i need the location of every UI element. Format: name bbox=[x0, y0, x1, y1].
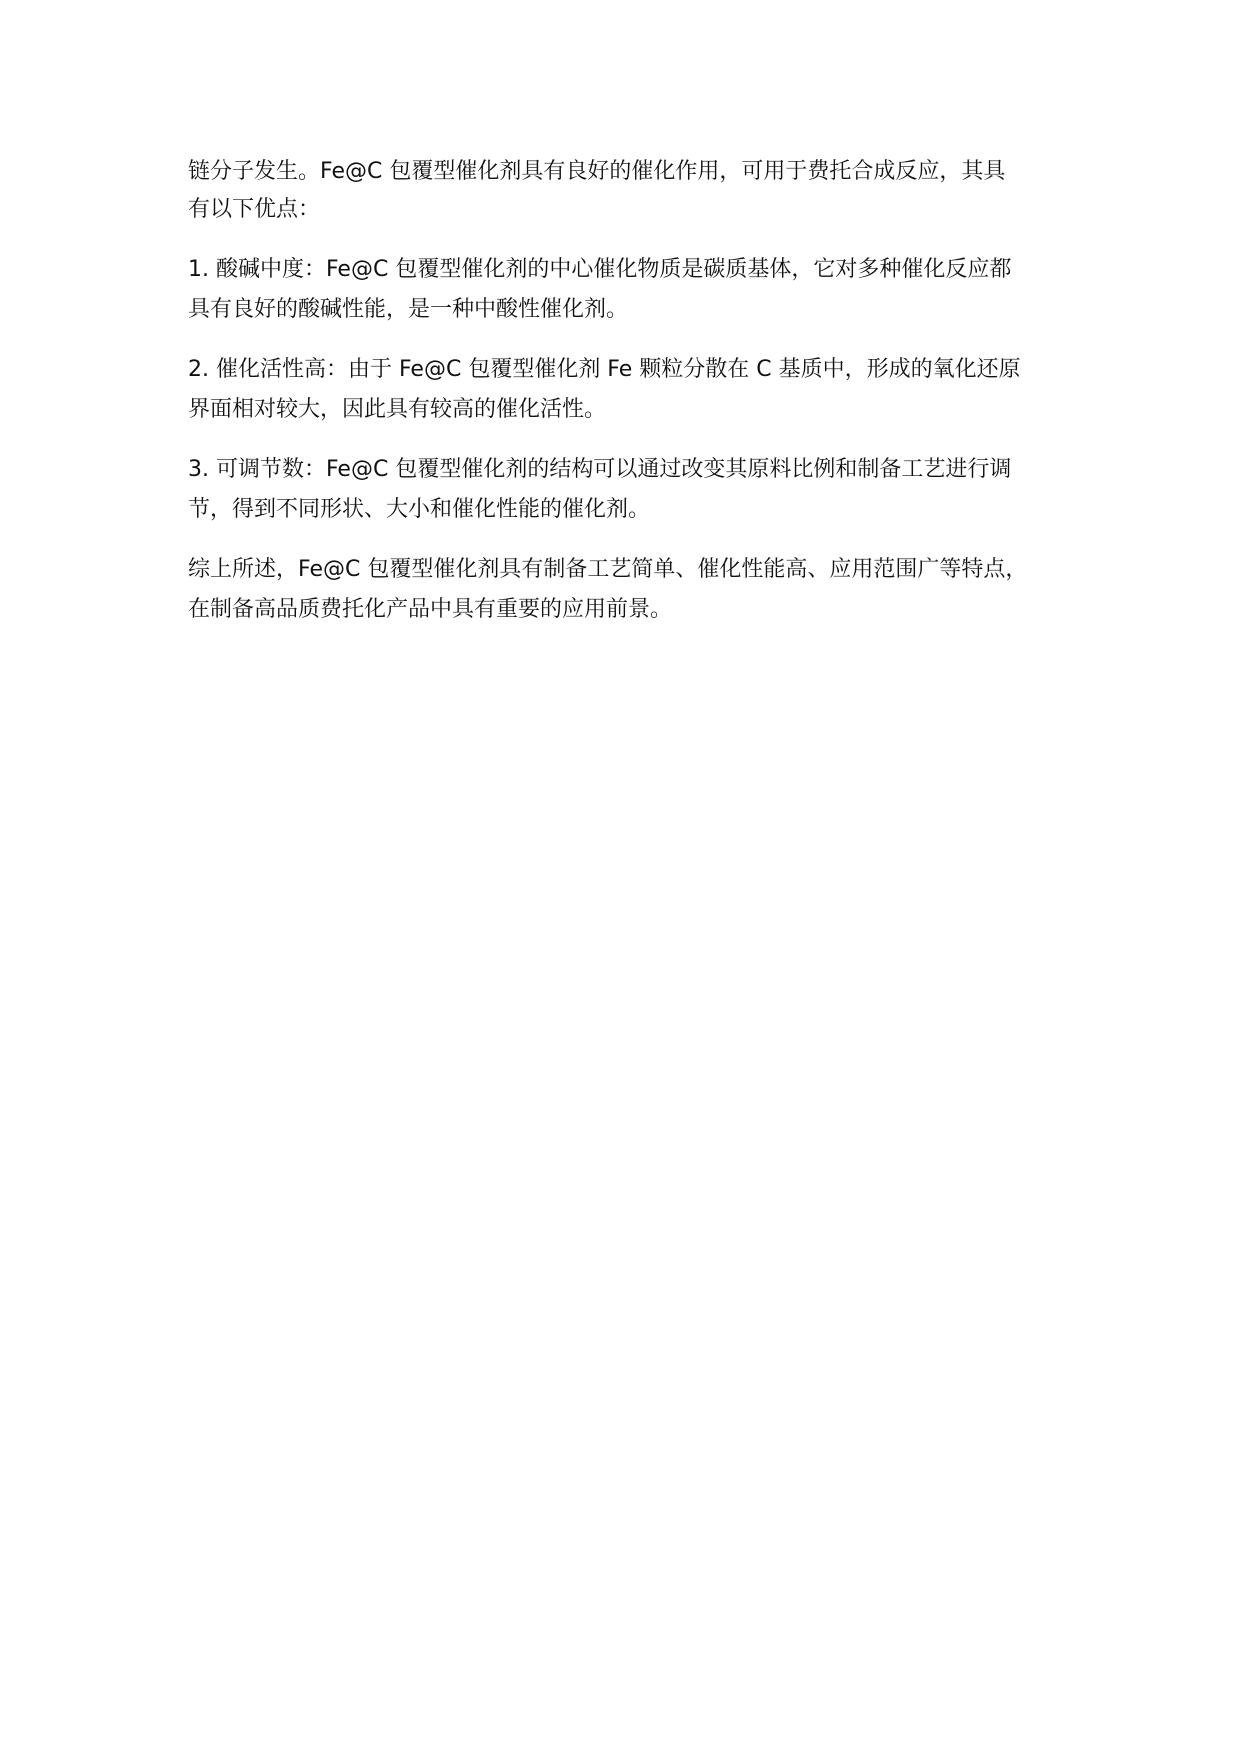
paragraph-line: 1. 酸碱中度：Fe@C 包覆型催化剂的中心催化物质是碳质基体，它对多种催化反应都 bbox=[188, 257, 1012, 282]
paragraph-line: 综上所述，Fe@C 包覆型催化剂具有制备工艺简单、催化性能高、应用范围广等特点， bbox=[188, 557, 1028, 582]
paragraph-line: 具有良好的酸碱性能，是一种中酸性催化剂。 bbox=[188, 297, 629, 322]
paragraph-line: 3. 可调节数：Fe@C 包覆型催化剂的结构可以通过改变其原料比例和制备工艺进行调 bbox=[188, 457, 1012, 482]
paragraph-line: 有以下优点： bbox=[188, 197, 321, 222]
paragraph-line: 节，得到不同形状、大小和催化性能的催化剂。 bbox=[188, 497, 651, 522]
paragraph-line: 在制备高品质费托化产品中具有重要的应用前景。 bbox=[188, 597, 673, 622]
paragraph-line: 2. 催化活性高：由于 Fe@C 包覆型催化剂 Fe 颗粒分散在 C 基质中，形成的氧化还原 bbox=[188, 357, 1021, 382]
paragraph-line: 界面相对较大，因此具有较高的催化活性。 bbox=[188, 397, 607, 422]
paragraph-line: 链分子发生。Fe@C 包覆型催化剂具有良好的催化作用，可用于费托合成反应，其具 bbox=[188, 159, 1006, 184]
